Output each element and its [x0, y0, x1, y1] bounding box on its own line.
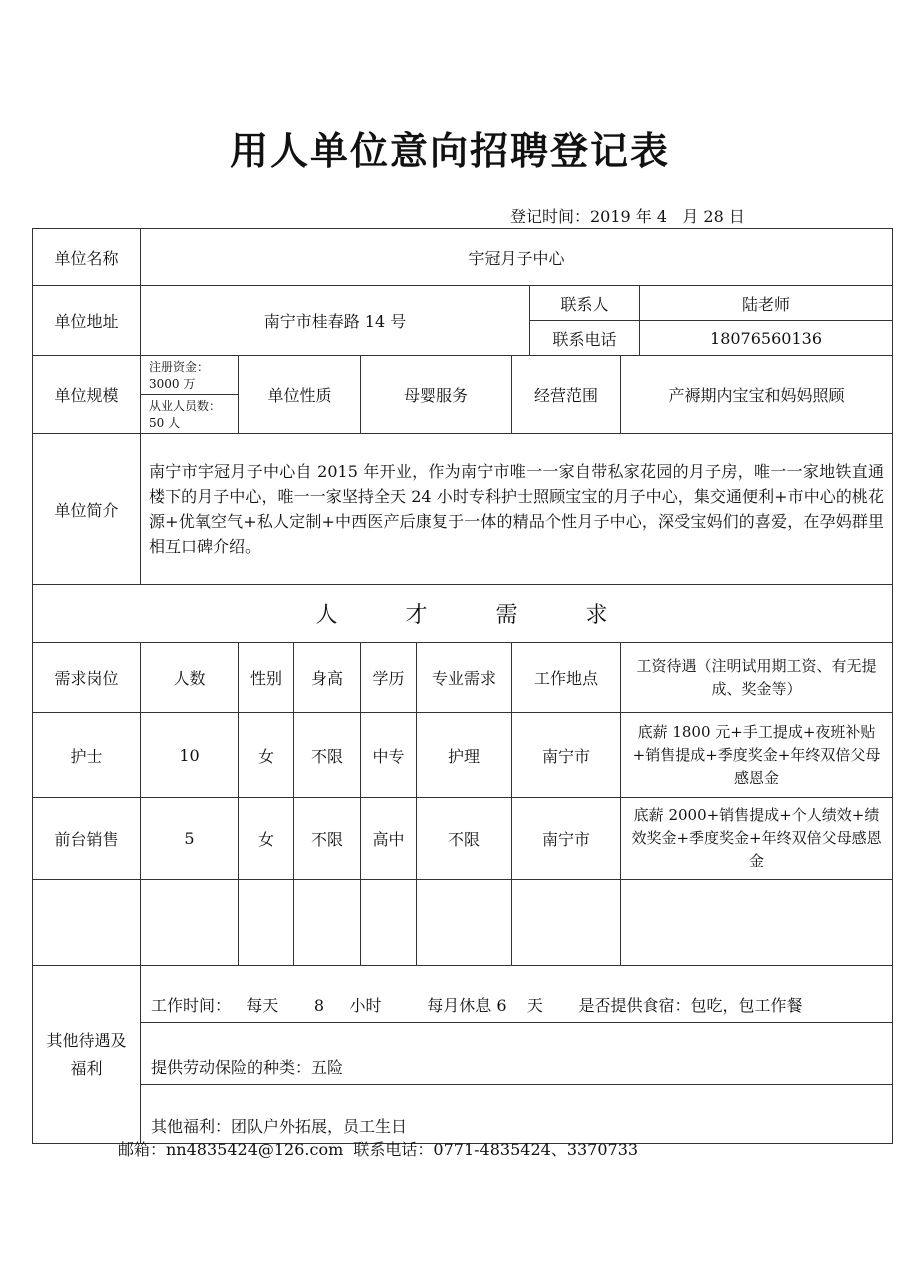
job-height [294, 880, 361, 966]
label-contact-person: 联系人 [530, 286, 640, 321]
talent-char: 求 [585, 603, 610, 628]
job-height: 不限 [294, 713, 361, 798]
job-pay: 底薪 2000+销售提成+个人绩效+绩效奖金+季度奖金+年终双倍父母感恩金 [621, 798, 893, 880]
talent-char: 才 [405, 603, 430, 628]
job-count [141, 880, 239, 966]
header-pay: 工资待遇（注明试用期工资、有无提成、奖金等） [621, 643, 893, 713]
label-unit-address: 单位地址 [33, 286, 141, 356]
job-education: 中专 [361, 713, 417, 798]
header-major: 专业需求 [417, 643, 512, 713]
unit-intro-text: 南宁市宇冠月子中心自 2015 年开业，作为南宁市唯一一家自带私家花园的月子房，唯一一家地铁直通楼下的月子中心，唯一一家坚持全天 24 小时专科护士照顾宝宝的月子中心，集交通便利+市中心的桃花源+优氧空气+私人定制+中西医产后康复于一体的精品个性月子中心，深受宝妈们的喜爱，在孕妈群里相互口碑介绍。 [141, 434, 893, 585]
job-education: 高中 [361, 798, 417, 880]
business-scope-value: 产褥期内宝宝和妈妈照顾 [621, 356, 893, 434]
unit-nature-value: 母婴服务 [361, 356, 512, 434]
contact-person-value: 陆老师 [640, 286, 893, 321]
table-row [33, 798, 893, 880]
job-gender: 女 [239, 798, 294, 880]
registration-form [32, 228, 893, 1144]
talent-char: 人 [315, 603, 340, 628]
header-education: 学历 [361, 643, 417, 713]
job-pay [621, 880, 893, 966]
registration-date: 登记时间：2019 年 4 月 28 日 [510, 207, 745, 226]
unit-name-value: 宇冠月子中心 [141, 229, 893, 286]
label-other-benefits: 其他待遇及福利 [33, 966, 141, 1144]
registered-capital: 注册资金：3000 万 [141, 356, 239, 395]
job-location [512, 880, 621, 966]
job-position: 护士 [33, 713, 141, 798]
jobs-header-row [33, 643, 893, 713]
label-unit-intro: 单位简介 [33, 434, 141, 585]
job-major: 护理 [417, 713, 512, 798]
other-benefits-text: 其他福利：团队户外拓展，员工生日 [141, 1085, 893, 1144]
job-major: 不限 [417, 798, 512, 880]
job-education [361, 880, 417, 966]
header-position: 需求岗位 [33, 643, 141, 713]
page-title: 用人单位意向招聘登记表 [229, 128, 670, 173]
header-height: 身高 [294, 643, 361, 713]
contact-phone-value: 18076560136 [640, 321, 893, 356]
label-unit-scale: 单位规模 [33, 356, 141, 434]
label-business-scope: 经营范围 [512, 356, 621, 434]
job-location: 南宁市 [512, 798, 621, 880]
label-unit-name: 单位名称 [33, 229, 141, 286]
header-count: 人数 [141, 643, 239, 713]
talent-char: 需 [495, 603, 520, 628]
unit-address-value: 南宁市桂春路 14 号 [141, 286, 530, 356]
job-pay: 底薪 1800 元+手工提成+夜班补贴+销售提成+季度奖金+年终双倍父母感恩金 [621, 713, 893, 798]
header-gender: 性别 [239, 643, 294, 713]
header-location: 工作地点 [512, 643, 621, 713]
job-count: 5 [141, 798, 239, 880]
job-location: 南宁市 [512, 713, 621, 798]
table-row [33, 713, 893, 798]
talent-demand-heading [33, 585, 893, 643]
job-position [33, 880, 141, 966]
work-time-text: 工作时间： 每天 8 小时 每月休息 6 天 是否提供食宿：包吃，包工作餐 [141, 966, 893, 1023]
table-row [33, 880, 893, 966]
label-unit-nature: 单位性质 [239, 356, 361, 434]
job-gender [239, 880, 294, 966]
employee-count: 从业人员数：50 人 [141, 395, 239, 434]
label-contact-phone: 联系电话 [530, 321, 640, 356]
footer-contact: 邮箱：nn4835424@126.com 联系电话：0771-4835424、3370733 [118, 1140, 639, 1159]
job-count: 10 [141, 713, 239, 798]
job-major [417, 880, 512, 966]
job-gender: 女 [239, 713, 294, 798]
insurance-text: 提供劳动保险的种类：五险 [141, 1023, 893, 1085]
job-height: 不限 [294, 798, 361, 880]
job-position: 前台销售 [33, 798, 141, 880]
